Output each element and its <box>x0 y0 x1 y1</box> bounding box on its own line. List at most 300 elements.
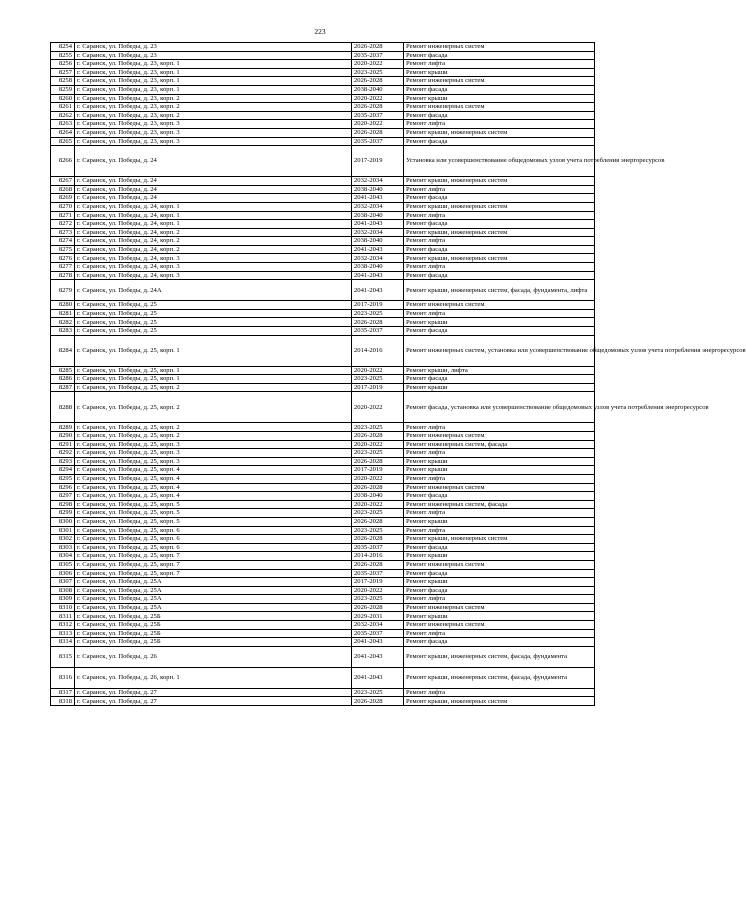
table-row <box>51 483 595 492</box>
work-type-cell: Ремонт фасада <box>404 543 595 552</box>
period-cell: 2035-2037 <box>352 327 404 336</box>
table-row <box>51 94 595 103</box>
table-row <box>51 237 595 246</box>
period-cell: 2026-2028 <box>352 77 404 86</box>
table-row <box>51 526 595 535</box>
work-type-cell: Ремонт крыши, инженерных систем, фасада, фундамента, лифта <box>404 280 595 301</box>
table-row <box>51 220 595 229</box>
work-type-cell: Ремонт крыши, инженерных систем, фасада, фундамента <box>404 667 595 688</box>
work-type-cell: Ремонт лифта <box>404 595 595 604</box>
address-cell: г. Саранск, ул. Победы, д. 25, корп. 7 <box>75 560 352 569</box>
row-number: 8257 <box>51 68 75 77</box>
address-cell: г. Саранск, ул. Победы, д. 23 <box>75 43 352 52</box>
period-cell: 2026-2028 <box>352 43 404 52</box>
row-number: 8299 <box>51 509 75 518</box>
work-type-cell: Ремонт лифта <box>404 509 595 518</box>
work-type-cell: Ремонт инженерных систем, установка или усовершенствование общедомовых узлов учета потребления энергоресурсов <box>404 335 595 366</box>
address-cell: г. Саранск, ул. Победы, д. 25 <box>75 318 352 327</box>
row-number: 8261 <box>51 103 75 112</box>
period-cell: 2038-2040 <box>352 237 404 246</box>
table-row <box>51 578 595 587</box>
row-number: 8259 <box>51 85 75 94</box>
work-type-cell: Ремонт инженерных систем, фасада <box>404 500 595 509</box>
table-row <box>51 552 595 561</box>
address-cell: г. Саранск, ул. Победы, д. 25, корп. 3 <box>75 457 352 466</box>
address-cell: г. Саранск, ул. Победы, д. 25, корп. 2 <box>75 423 352 432</box>
table-row <box>51 245 595 254</box>
table-row <box>51 569 595 578</box>
address-cell: г. Саранск, ул. Победы, д. 25, корп. 1 <box>75 366 352 375</box>
row-number: 8269 <box>51 194 75 203</box>
period-cell: 2020-2022 <box>352 474 404 483</box>
period-cell: 2020-2022 <box>352 586 404 595</box>
row-number: 8300 <box>51 517 75 526</box>
row-number: 8263 <box>51 120 75 129</box>
work-type-cell: Ремонт лифта <box>404 185 595 194</box>
row-number: 8312 <box>51 621 75 630</box>
row-number: 8272 <box>51 220 75 229</box>
work-type-cell: Ремонт инженерных систем <box>404 301 595 310</box>
period-cell: 2020-2022 <box>352 366 404 375</box>
period-cell: 2032-2034 <box>352 202 404 211</box>
table-row <box>51 335 595 366</box>
table-row <box>51 621 595 630</box>
row-number: 8285 <box>51 366 75 375</box>
period-cell: 2020-2022 <box>352 120 404 129</box>
table-row <box>51 697 595 706</box>
period-cell: 2020-2022 <box>352 440 404 449</box>
table-row <box>51 466 595 475</box>
address-cell: г. Саранск, ул. Победы, д. 24, корп. 3 <box>75 263 352 272</box>
address-cell: г. Саранск, ул. Победы, д. 24 <box>75 146 352 177</box>
period-cell: 2023-2025 <box>352 309 404 318</box>
address-cell: г. Саранск, ул. Победы, д. 25, корп. 1 <box>75 375 352 384</box>
work-type-cell: Ремонт крыши <box>404 94 595 103</box>
table-row <box>51 301 595 310</box>
address-cell: г. Саранск, ул. Победы, д. 25, корп. 6 <box>75 535 352 544</box>
period-cell: 2035-2037 <box>352 543 404 552</box>
address-cell: г. Саранск, ул. Победы, д. 25, корп. 3 <box>75 449 352 458</box>
period-cell: 2026-2028 <box>352 128 404 137</box>
row-number: 8273 <box>51 228 75 237</box>
address-cell: г. Саранск, ул. Победы, д. 25 <box>75 309 352 318</box>
table-row <box>51 254 595 263</box>
address-cell: г. Саранск, ул. Победы, д. 25, корп. 4 <box>75 474 352 483</box>
address-cell: г. Саранск, ул. Победы, д. 27 <box>75 697 352 706</box>
row-number: 8290 <box>51 432 75 441</box>
address-cell: г. Саранск, ул. Победы, д. 23, корп. 1 <box>75 60 352 69</box>
period-cell: 2041-2043 <box>352 271 404 280</box>
work-type-cell: Ремонт крыши, лифта <box>404 366 595 375</box>
address-cell: г. Саранск, ул. Победы, д. 25, корп. 2 <box>75 432 352 441</box>
address-cell: г. Саранск, ул. Победы, д. 24, корп. 1 <box>75 220 352 229</box>
address-cell: г. Саранск, ул. Победы, д. 25, корп. 6 <box>75 543 352 552</box>
period-cell: 2023-2025 <box>352 688 404 697</box>
work-type-cell: Ремонт инженерных систем <box>404 43 595 52</box>
address-cell: г. Саранск, ул. Победы, д. 23, корп. 1 <box>75 77 352 86</box>
work-type-cell: Ремонт фасада <box>404 327 595 336</box>
row-number: 8271 <box>51 211 75 220</box>
period-cell: 2017-2019 <box>352 466 404 475</box>
period-cell: 2032-2034 <box>352 177 404 186</box>
work-type-cell: Ремонт фасада <box>404 85 595 94</box>
period-cell: 2023-2025 <box>352 449 404 458</box>
row-number: 8288 <box>51 392 75 423</box>
work-type-cell: Ремонт крыши <box>404 578 595 587</box>
row-number: 8311 <box>51 612 75 621</box>
work-type-cell: Ремонт лифта <box>404 474 595 483</box>
table-row <box>51 457 595 466</box>
work-type-cell: Ремонт фасада <box>404 586 595 595</box>
address-cell: г. Саранск, ул. Победы, д. 25Б <box>75 638 352 647</box>
work-type-cell: Ремонт фасада <box>404 111 595 120</box>
table-row <box>51 440 595 449</box>
row-number: 8279 <box>51 280 75 301</box>
period-cell: 2035-2037 <box>352 51 404 60</box>
address-cell: г. Саранск, ул. Победы, д. 25Б <box>75 629 352 638</box>
work-type-cell: Ремонт фасада <box>404 194 595 203</box>
row-number: 8282 <box>51 318 75 327</box>
work-type-cell: Ремонт фасада, установка или усовершенствование общедомовых узлов учета потребления энергоресурсов <box>404 392 595 423</box>
address-cell: г. Саранск, ул. Победы, д. 24А <box>75 280 352 301</box>
row-number: 8293 <box>51 457 75 466</box>
table-row <box>51 327 595 336</box>
period-cell: 2017-2019 <box>352 301 404 310</box>
table-row <box>51 111 595 120</box>
row-number: 8315 <box>51 646 75 667</box>
work-type-cell: Ремонт крыши, инженерных систем, фасада, фундамента <box>404 646 595 667</box>
address-cell: г. Саранск, ул. Победы, д. 25Б <box>75 612 352 621</box>
address-cell: г. Саранск, ул. Победы, д. 24, корп. 2 <box>75 245 352 254</box>
table-row <box>51 423 595 432</box>
work-type-cell: Ремонт инженерных систем, фасада <box>404 440 595 449</box>
address-cell: г. Саранск, ул. Победы, д. 25 <box>75 327 352 336</box>
period-cell: 2032-2034 <box>352 621 404 630</box>
work-type-cell: Ремонт лифта <box>404 526 595 535</box>
row-number: 8301 <box>51 526 75 535</box>
work-type-cell: Ремонт инженерных систем <box>404 77 595 86</box>
work-type-cell: Ремонт фасада <box>404 492 595 501</box>
address-cell: г. Саранск, ул. Победы, д. 26, корп. 1 <box>75 667 352 688</box>
row-number: 8308 <box>51 586 75 595</box>
address-cell: г. Саранск, ул. Победы, д. 25, корп. 6 <box>75 526 352 535</box>
table-row <box>51 263 595 272</box>
row-number: 8276 <box>51 254 75 263</box>
row-number: 8258 <box>51 77 75 86</box>
work-type-cell: Ремонт лифта <box>404 211 595 220</box>
period-cell: 2026-2028 <box>352 560 404 569</box>
period-cell: 2041-2043 <box>352 638 404 647</box>
table-row <box>51 280 595 301</box>
table-row <box>51 595 595 604</box>
address-cell: г. Саранск, ул. Победы, д. 24 <box>75 185 352 194</box>
period-cell: 2038-2040 <box>352 492 404 501</box>
row-number: 8303 <box>51 543 75 552</box>
row-number: 8260 <box>51 94 75 103</box>
period-cell: 2041-2043 <box>352 220 404 229</box>
table-row <box>51 85 595 94</box>
table-body <box>51 43 746 706</box>
address-cell: г. Саранск, ул. Победы, д. 23, корп. 3 <box>75 120 352 129</box>
period-cell: 2035-2037 <box>352 111 404 120</box>
table-row <box>51 638 595 647</box>
address-cell: г. Саранск, ул. Победы, д. 25, корп. 5 <box>75 517 352 526</box>
work-type-cell: Ремонт крыши <box>404 517 595 526</box>
work-type-cell: Ремонт инженерных систем <box>404 432 595 441</box>
row-number: 8254 <box>51 43 75 52</box>
table-row <box>51 194 595 203</box>
work-type-cell: Ремонт крыши, инженерных систем <box>404 202 595 211</box>
period-cell: 2023-2025 <box>352 423 404 432</box>
row-number: 8268 <box>51 185 75 194</box>
period-cell: 2017-2019 <box>352 578 404 587</box>
work-type-cell: Ремонт фасада <box>404 375 595 384</box>
period-cell: 2026-2028 <box>352 432 404 441</box>
row-number: 8291 <box>51 440 75 449</box>
work-type-cell: Ремонт лифта <box>404 120 595 129</box>
table-row <box>51 271 595 280</box>
table-row <box>51 603 595 612</box>
period-cell: 2026-2028 <box>352 318 404 327</box>
table-row <box>51 68 595 77</box>
period-cell: 2023-2025 <box>352 375 404 384</box>
period-cell: 2023-2025 <box>352 509 404 518</box>
row-number: 8292 <box>51 449 75 458</box>
row-number: 8289 <box>51 423 75 432</box>
work-type-cell: Ремонт крыши, инженерных систем <box>404 254 595 263</box>
work-type-cell: Ремонт лифта <box>404 263 595 272</box>
address-cell: г. Саранск, ул. Победы, д. 25Б <box>75 621 352 630</box>
address-cell: г. Саранск, ул. Победы, д. 25, корп. 1 <box>75 335 352 366</box>
period-cell: 2035-2037 <box>352 137 404 146</box>
row-number: 8297 <box>51 492 75 501</box>
row-number: 8316 <box>51 667 75 688</box>
table-row <box>51 128 595 137</box>
row-number: 8277 <box>51 263 75 272</box>
period-cell: 2035-2037 <box>352 629 404 638</box>
address-cell: г. Саранск, ул. Победы, д. 23, корп. 3 <box>75 137 352 146</box>
row-number: 8287 <box>51 383 75 392</box>
row-number: 8265 <box>51 137 75 146</box>
row-number: 8283 <box>51 327 75 336</box>
row-number: 8313 <box>51 629 75 638</box>
row-number: 8264 <box>51 128 75 137</box>
work-type-cell: Ремонт лифта <box>404 60 595 69</box>
table-row <box>51 517 595 526</box>
row-number: 8314 <box>51 638 75 647</box>
address-cell: г. Саранск, ул. Победы, д. 25 <box>75 301 352 310</box>
work-type-cell: Ремонт крыши <box>404 612 595 621</box>
table-row <box>51 500 595 509</box>
row-number: 8262 <box>51 111 75 120</box>
period-cell: 2023-2025 <box>352 595 404 604</box>
address-cell: г. Саранск, ул. Победы, д. 25, корп. 4 <box>75 492 352 501</box>
address-cell: г. Саранск, ул. Победы, д. 24 <box>75 194 352 203</box>
period-cell: 2026-2028 <box>352 483 404 492</box>
table-row <box>51 646 595 667</box>
row-number: 8256 <box>51 60 75 69</box>
work-type-cell: Ремонт крыши, инженерных систем <box>404 128 595 137</box>
table-row <box>51 51 595 60</box>
table-row <box>51 137 595 146</box>
row-number: 8307 <box>51 578 75 587</box>
row-number: 8286 <box>51 375 75 384</box>
work-type-cell: Ремонт лифта <box>404 237 595 246</box>
table-row <box>51 586 595 595</box>
work-type-cell: Ремонт крыши <box>404 466 595 475</box>
row-number: 8298 <box>51 500 75 509</box>
table-row <box>51 612 595 621</box>
address-cell: г. Саранск, ул. Победы, д. 25А <box>75 595 352 604</box>
table-row <box>51 211 595 220</box>
table-row <box>51 177 595 186</box>
table-row <box>51 309 595 318</box>
row-number: 8309 <box>51 595 75 604</box>
work-type-cell: Ремонт крыши, инженерных систем <box>404 697 595 706</box>
work-type-cell: Ремонт инженерных систем <box>404 603 595 612</box>
address-cell: г. Саранск, ул. Победы, д. 25, корп. 2 <box>75 392 352 423</box>
address-cell: г. Саранск, ул. Победы, д. 25, корп. 3 <box>75 440 352 449</box>
work-type-cell: Ремонт крыши <box>404 552 595 561</box>
period-cell: 2041-2043 <box>352 667 404 688</box>
address-cell: г. Саранск, ул. Победы, д. 24, корп. 3 <box>75 254 352 263</box>
address-cell: г. Саранск, ул. Победы, д. 25, корп. 2 <box>75 383 352 392</box>
period-cell: 2038-2040 <box>352 211 404 220</box>
address-cell: г. Саранск, ул. Победы, д. 23, корп. 1 <box>75 68 352 77</box>
work-type-cell: Установка или усовершенствование общедомовых узлов учета потребления энергоресурсов <box>404 146 595 177</box>
period-cell: 2038-2040 <box>352 85 404 94</box>
table-row <box>51 103 595 112</box>
work-type-cell: Ремонт крыши, инженерных систем <box>404 535 595 544</box>
row-number: 8284 <box>51 335 75 366</box>
period-cell: 2020-2022 <box>352 94 404 103</box>
table-row <box>51 667 595 688</box>
work-type-cell: Ремонт лифта <box>404 423 595 432</box>
work-type-cell: Ремонт фасада <box>404 569 595 578</box>
address-cell: г. Саранск, ул. Победы, д. 24, корп. 2 <box>75 237 352 246</box>
table-row <box>51 77 595 86</box>
table-row <box>51 474 595 483</box>
address-cell: г. Саранск, ул. Победы, д. 23, корп. 2 <box>75 111 352 120</box>
row-number: 8306 <box>51 569 75 578</box>
work-type-cell: Ремонт крыши, инженерных систем <box>404 177 595 186</box>
work-type-cell: Ремонт крыши, инженерных систем <box>404 228 595 237</box>
period-cell: 2026-2028 <box>352 697 404 706</box>
period-cell: 2026-2028 <box>352 535 404 544</box>
row-number: 8318 <box>51 697 75 706</box>
capital-repair-table <box>50 42 746 706</box>
period-cell: 2026-2028 <box>352 603 404 612</box>
work-type-cell: Ремонт фасада <box>404 220 595 229</box>
work-type-cell: Ремонт фасада <box>404 51 595 60</box>
table-row <box>51 375 595 384</box>
address-cell: г. Саранск, ул. Победы, д. 25А <box>75 578 352 587</box>
row-number: 8296 <box>51 483 75 492</box>
row-number: 8267 <box>51 177 75 186</box>
period-cell: 2020-2022 <box>352 392 404 423</box>
work-type-cell: Ремонт инженерных систем <box>404 560 595 569</box>
row-number: 8305 <box>51 560 75 569</box>
period-cell: 2032-2034 <box>352 254 404 263</box>
work-type-cell: Ремонт фасада <box>404 137 595 146</box>
period-cell: 2038-2040 <box>352 185 404 194</box>
row-number: 8255 <box>51 51 75 60</box>
work-type-cell: Ремонт инженерных систем <box>404 103 595 112</box>
table-row <box>51 43 595 52</box>
table-row <box>51 535 595 544</box>
address-cell: г. Саранск, ул. Победы, д. 26 <box>75 646 352 667</box>
period-cell: 2026-2028 <box>352 103 404 112</box>
row-number: 8295 <box>51 474 75 483</box>
period-cell: 2035-2037 <box>352 569 404 578</box>
table-row <box>51 202 595 211</box>
row-number: 8304 <box>51 552 75 561</box>
table-row <box>51 688 595 697</box>
period-cell: 2041-2043 <box>352 194 404 203</box>
work-type-cell: Ремонт крыши <box>404 383 595 392</box>
row-number: 8317 <box>51 688 75 697</box>
address-cell: г. Саранск, ул. Победы, д. 25А <box>75 603 352 612</box>
address-cell: г. Саранск, ул. Победы, д. 25, корп. 5 <box>75 500 352 509</box>
address-cell: г. Саранск, ул. Победы, д. 23, корп. 3 <box>75 128 352 137</box>
address-cell: г. Саранск, ул. Победы, д. 25, корп. 7 <box>75 552 352 561</box>
period-cell: 2023-2025 <box>352 68 404 77</box>
work-type-cell: Ремонт фасада <box>404 245 595 254</box>
table-row <box>51 60 595 69</box>
address-cell: г. Саранск, ул. Победы, д. 25А <box>75 586 352 595</box>
row-number: 8294 <box>51 466 75 475</box>
table-row <box>51 560 595 569</box>
row-number: 8310 <box>51 603 75 612</box>
table-row <box>51 392 595 423</box>
address-cell: г. Саранск, ул. Победы, д. 23, корп. 1 <box>75 85 352 94</box>
table-row <box>51 543 595 552</box>
work-type-cell: Ремонт крыши <box>404 457 595 466</box>
row-number: 8278 <box>51 271 75 280</box>
table-row <box>51 629 595 638</box>
row-number: 8281 <box>51 309 75 318</box>
work-type-cell: Ремонт крыши <box>404 68 595 77</box>
address-cell: г. Саранск, ул. Победы, д. 24, корп. 3 <box>75 271 352 280</box>
address-cell: г. Саранск, ул. Победы, д. 25, корп. 5 <box>75 509 352 518</box>
table-row <box>51 449 595 458</box>
address-cell: г. Саранск, ул. Победы, д. 24 <box>75 177 352 186</box>
table-row <box>51 492 595 501</box>
period-cell: 2017-2019 <box>352 383 404 392</box>
address-cell: г. Саранск, ул. Победы, д. 24, корп. 1 <box>75 211 352 220</box>
period-cell: 2020-2022 <box>352 500 404 509</box>
work-type-cell: Ремонт лифта <box>404 309 595 318</box>
table-row <box>51 120 595 129</box>
table-row <box>51 366 595 375</box>
work-type-cell: Ремонт лифта <box>404 449 595 458</box>
table-row <box>51 509 595 518</box>
row-number: 8280 <box>51 301 75 310</box>
period-cell: 2017-2019 <box>352 146 404 177</box>
work-type-cell: Ремонт лифта <box>404 688 595 697</box>
period-cell: 2020-2022 <box>352 60 404 69</box>
table-row <box>51 432 595 441</box>
address-cell: г. Саранск, ул. Победы, д. 23 <box>75 51 352 60</box>
work-type-cell: Ремонт фасада <box>404 271 595 280</box>
period-cell: 2014-2016 <box>352 552 404 561</box>
address-cell: г. Саранск, ул. Победы, д. 24, корп. 2 <box>75 228 352 237</box>
address-cell: г. Саранск, ул. Победы, д. 23, корп. 2 <box>75 94 352 103</box>
period-cell: 2041-2043 <box>352 245 404 254</box>
period-cell: 2029-2031 <box>352 612 404 621</box>
address-cell: г. Саранск, ул. Победы, д. 24, корп. 1 <box>75 202 352 211</box>
work-type-cell: Ремонт инженерных систем <box>404 483 595 492</box>
